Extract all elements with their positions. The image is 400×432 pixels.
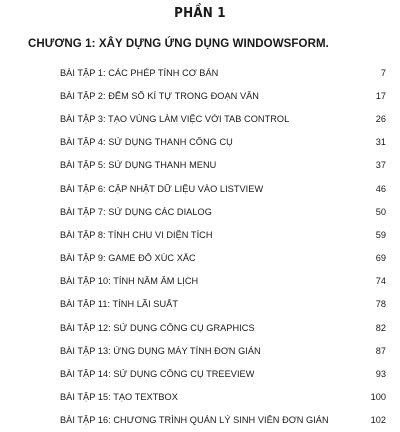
toc-entry-label: BÀI TẬP 7: SỬ DỤNG CÁC DIALOG [60,206,212,217]
toc-entry-page: 82 [375,322,386,333]
toc-entry-page: 31 [375,137,386,148]
toc-entry-page: 50 [375,206,386,217]
part-title: PHẦN 1 [174,6,226,21]
toc-entry-label: BÀI TẬP 1: CÁC PHÉP TÍNH CƠ BẢN [60,67,219,78]
toc-entry-page: 78 [375,299,386,310]
toc-row [60,409,386,432]
toc-row [60,107,386,130]
toc-entry-page: 7 [380,67,386,78]
table-of-contents [60,61,386,432]
toc-entry-label: BÀI TẬP 13: ỨNG DỤNG MÁY TÍNH ĐƠN GIẢN [60,345,261,356]
toc-entry-label: BÀI TẬP 11: TÍNH LÃI SUẤT [60,299,179,310]
toc-entry-label: BÀI TẬP 14: SỬ DỤNG CÔNG CỤ TREEVIEW [60,369,255,380]
toc-entry-page: 93 [375,369,386,380]
toc-entry-page: 17 [375,90,386,101]
toc-entry-page: 102 [370,415,386,426]
toc-entry-label: BÀI TẬP 10: TÍNH NĂM ÂM LỊCH [60,276,199,287]
toc-entry-label: BÀI TẬP 2: ĐẾM SỐ KÍ TỰ TRONG ĐOẠN VĂN [60,90,259,101]
toc-entry-label: BÀI TẬP 6: CẬP NHẬT DỮ LIỆU VÀO LISTVIEW [60,183,264,194]
chapter-title: CHƯƠNG 1: XÂY DỰNG ỨNG DỤNG WINDOWSFORM. [28,38,329,50]
toc-entry-page: 46 [375,183,386,194]
toc-entry-label: BÀI TẬP 3: TẠO VÙNG LÀM VIỆC VỚI TAB CONTROL [60,113,290,124]
toc-entry-page: 37 [375,160,386,171]
toc-row [60,200,386,223]
toc-row [60,223,386,246]
toc-row [60,131,386,154]
toc-entry-label: BÀI TẬP 4: SỬ DỤNG THANH CÔNG CỤ [60,137,233,148]
toc-entry-label: BÀI TẬP 12: SỬ DỤNG CÔNG CỤ GRAPHICS [60,322,255,333]
toc-row [60,339,386,362]
toc-row [60,61,386,84]
toc-entry-label: BÀI TẬP 8: TÍNH CHU VI DIỆN TÍCH [60,229,213,240]
toc-row [60,293,386,316]
toc-row [60,316,386,339]
toc-row [60,247,386,270]
toc-entry-page: 100 [370,392,386,403]
toc-entry-page: 59 [375,229,386,240]
toc-entry-page: 69 [375,253,386,264]
toc-row [60,84,386,107]
toc-entry-label: BÀI TẬP 16: CHƯƠNG TRÌNH QUẢN LÝ SINH VIÊN ĐƠN GIẢN [60,415,329,426]
toc-entry-label: BÀI TẬP 5: SỬ DỤNG THANH MENU [60,160,217,171]
toc-row [60,362,386,385]
toc-row [60,177,386,200]
toc-entry-label: BÀI TẬP 9: GAME ĐỔ XÚC XẮC [60,253,196,264]
toc-entry-page: 26 [375,113,386,124]
toc-entry-page: 74 [375,276,386,287]
toc-row [60,386,386,409]
toc-row [60,154,386,177]
toc-entry-label: BÀI TẬP 15: TẠO TEXTBOX [60,392,178,403]
toc-row [60,270,386,293]
toc-entry-page: 87 [375,345,386,356]
